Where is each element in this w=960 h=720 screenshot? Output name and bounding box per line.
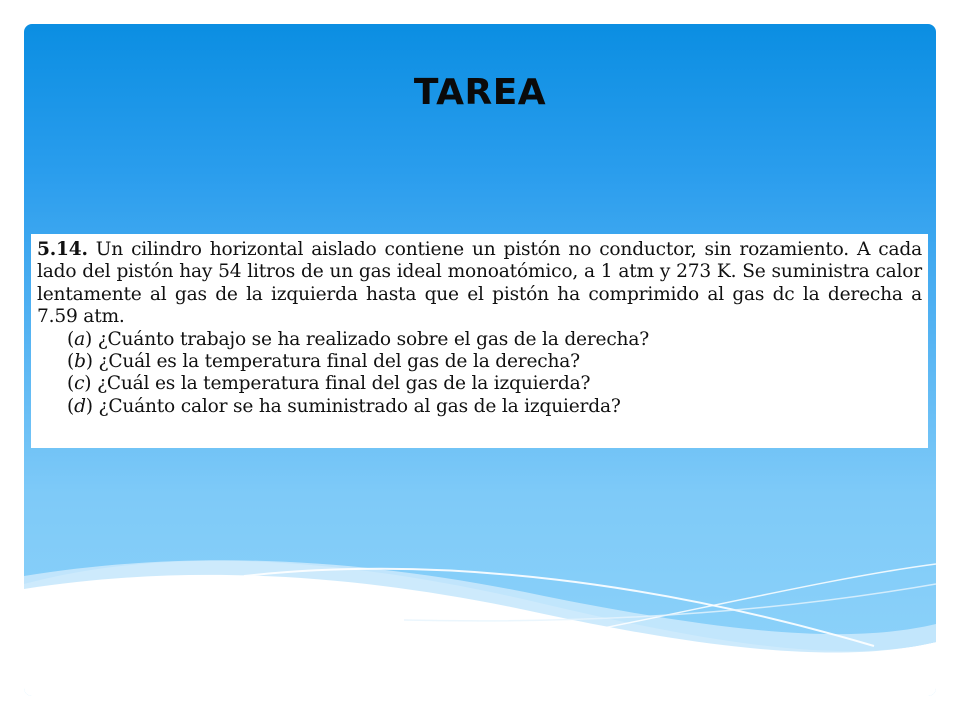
question-item-b: [37, 351, 922, 373]
question-letter-b: (b): [67, 351, 93, 373]
question-text-c: ¿Cuál es la temperatura final del gas de la izquierda?: [97, 373, 591, 395]
problem-paragraph: [37, 239, 922, 329]
question-text-b: ¿Cuál es la temperatura final del gas de la derecha?: [98, 351, 580, 373]
question-letter-a: (a): [67, 328, 93, 350]
question-text-a: ¿Cuánto trabajo se ha realizado sobre el gas de la derecha?: [97, 328, 649, 350]
question-letter-c: (c): [67, 373, 92, 395]
question-item-d: [37, 396, 922, 418]
question-text-d: ¿Cuánto calor se ha suministrado al gas de la izquierda?: [98, 395, 621, 417]
question-item-c: [37, 373, 922, 395]
slide-title: TAREA: [413, 72, 547, 113]
question-list: [37, 329, 922, 419]
white-wave-bottom: [24, 561, 936, 696]
question-item-a: [37, 329, 922, 351]
problem-statement-box: [31, 234, 928, 448]
problem-number: 5.14.: [37, 239, 88, 260]
question-letter-d: (d): [67, 395, 93, 417]
wave-line-2: [584, 564, 936, 632]
problem-text: Un cilindro horizontal aislado contiene un pistón no conductor, sin rozamiento. A cada lado del pistón hay 54 litros de un gas ideal monoatómico, a 1 atm y 273 K. Se suministra calor lentamente al gas de la izquierda hasta que el pistón ha comprimido al gas dc la derecha a 7.59 atm.: [37, 239, 922, 328]
